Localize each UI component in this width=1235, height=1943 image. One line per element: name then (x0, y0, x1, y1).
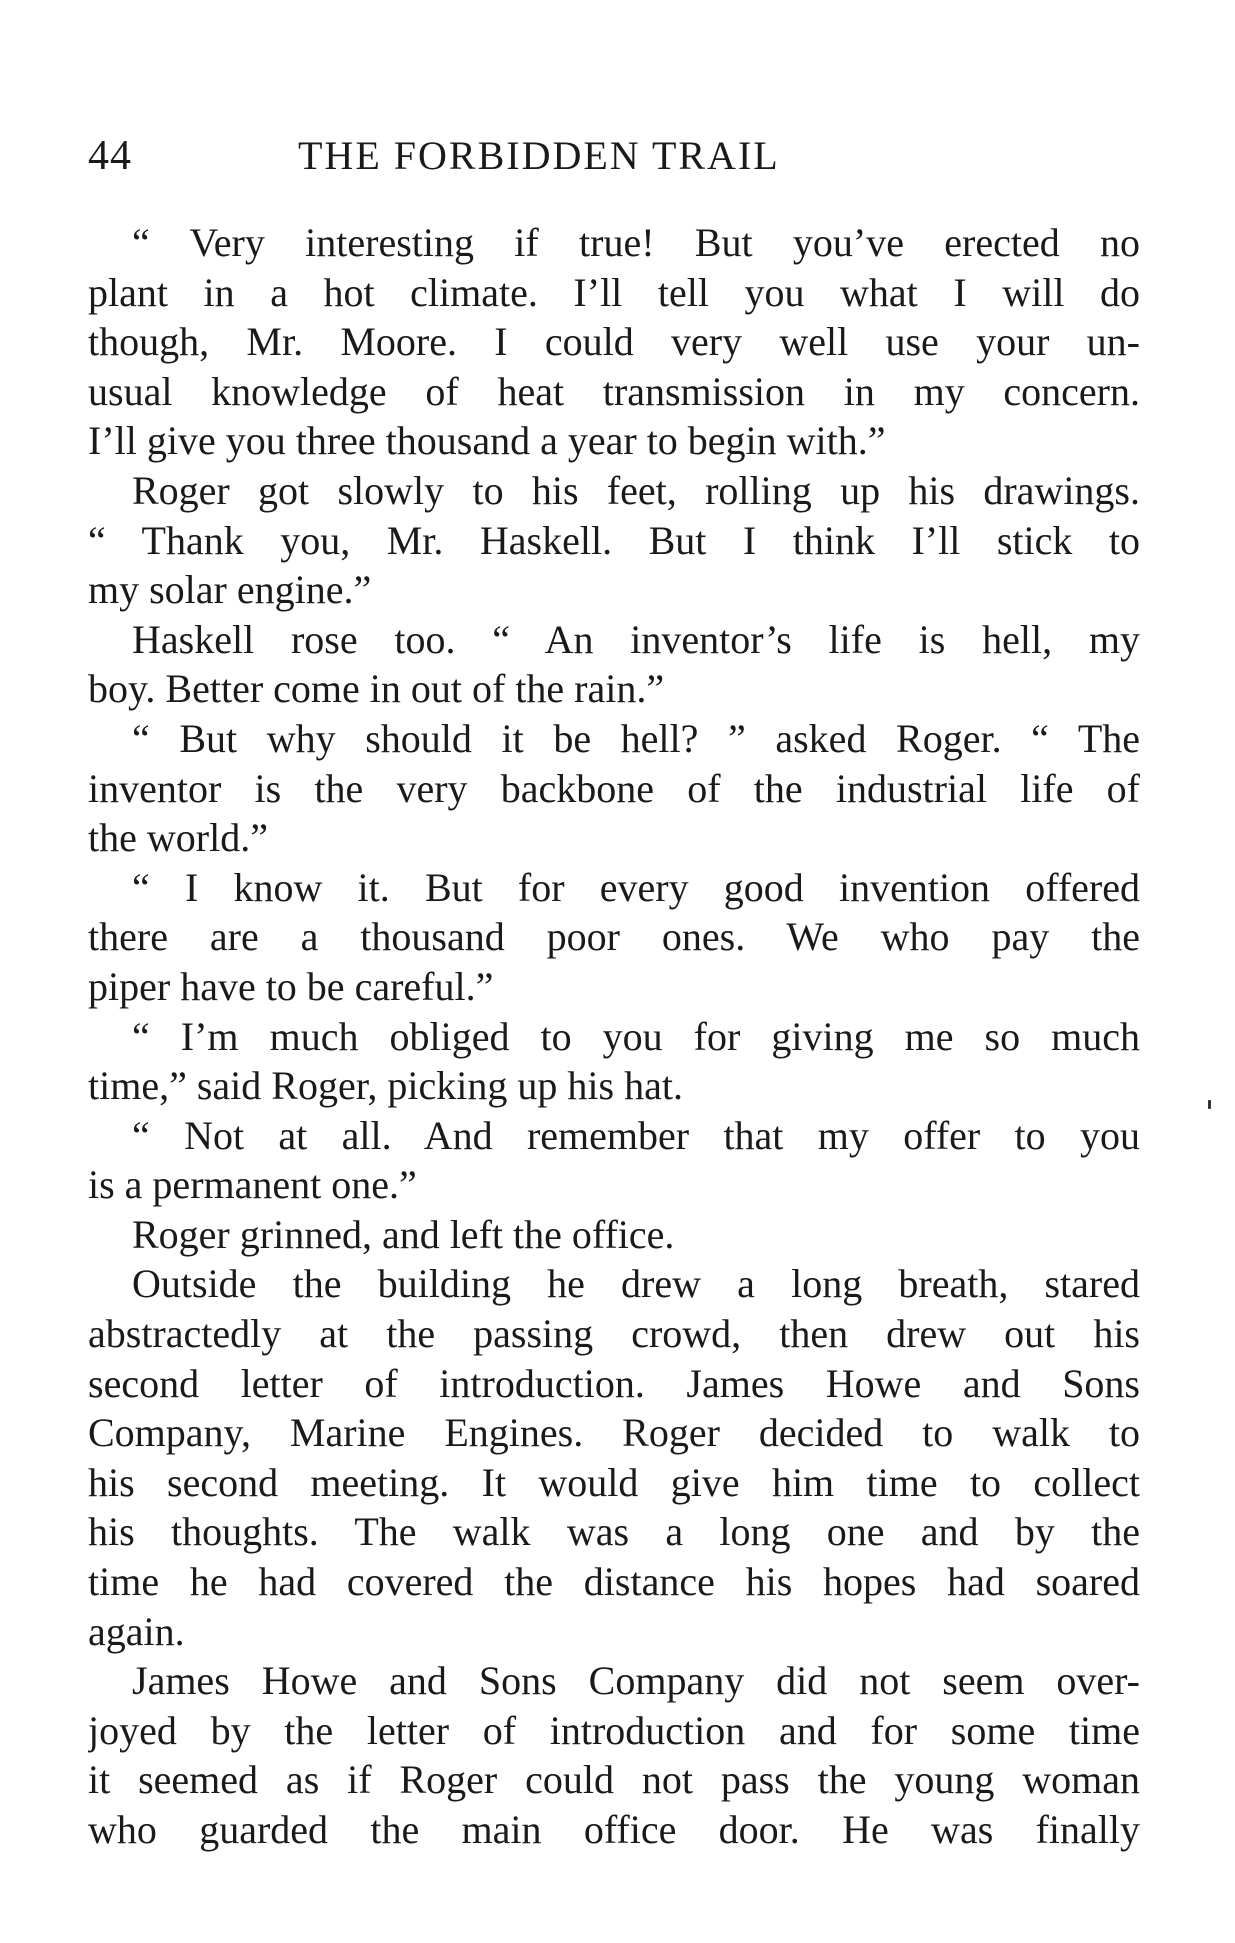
text-line: the world.” (88, 815, 268, 861)
text-line: “ I’m much obliged to you for giving me so much (132, 1013, 1140, 1059)
text-line: time he had covered the distance his hopes had soared (88, 1559, 1140, 1605)
text-line: Outside the building he drew a long breath, stared (132, 1261, 1140, 1307)
text-line: is a permanent one.” (88, 1162, 417, 1208)
text-line: his thoughts. The walk was a long one and by the (88, 1509, 1140, 1555)
text-line: abstractedly at the passing crowd, then drew out his (88, 1311, 1140, 1357)
text-line: it seemed as if Roger could not pass the young woman (88, 1757, 1140, 1803)
text-line: I’ll give you three thousand a year to begin with.” (88, 418, 886, 464)
text-line: inventor is the very backbone of the industrial life of (88, 765, 1140, 811)
text-line: plant in a hot climate. I’ll tell you what I will do (88, 269, 1140, 315)
text-line: Company, Marine Engines. Roger decided to walk to (88, 1410, 1140, 1456)
text-line: his second meeting. It would give him time to collect (88, 1459, 1140, 1505)
page-number: 44 (88, 133, 132, 179)
text-line: Haskell rose too. “ An inventor’s life is hell, my (132, 616, 1140, 662)
text-line: “ Thank you, Mr. Haskell. But I think I’ll stick to (88, 517, 1140, 563)
text-line: piper have to be careful.” (88, 963, 494, 1009)
page-header (88, 124, 1140, 188)
text-line: my solar engine.” (88, 567, 372, 613)
body-text (88, 218, 1140, 1855)
text-line: James Howe and Sons Company did not seem over- (132, 1658, 1140, 1704)
text-line: there are a thousand poor ones. We who pay the (88, 914, 1140, 960)
text-line: Roger got slowly to his feet, rolling up his drawings. (132, 467, 1140, 513)
text-line: boy. Better come in out of the rain.” (88, 666, 665, 712)
text-line: “ But why should it be hell? ” asked Roger. “ The (132, 715, 1140, 761)
running-head: THE FORBIDDEN TRAIL (298, 133, 780, 178)
text-line: usual knowledge of heat transmission in my concern. (88, 368, 1140, 414)
text-line: though, Mr. Moore. I could very well use your un- (88, 319, 1140, 365)
text-line: time,” said Roger, picking up his hat. (88, 1063, 683, 1109)
text-line: second letter of introduction. James Howe and Sons (88, 1360, 1140, 1406)
text-line: again. (88, 1608, 185, 1654)
text-line: “ Not at all. And remember that my offer to you (132, 1112, 1140, 1158)
text-line: “ I know it. But for every good invention offered (132, 864, 1140, 910)
text-line: “ Very interesting if true! But you’ve erected no (132, 220, 1140, 265)
ink-speck (1208, 1100, 1211, 1109)
text-line: joyed by the letter of introduction and for some time (88, 1707, 1140, 1753)
text-line: who guarded the main office door. He was finally (88, 1807, 1140, 1852)
text-line: Roger grinned, and left the office. (132, 1211, 675, 1257)
